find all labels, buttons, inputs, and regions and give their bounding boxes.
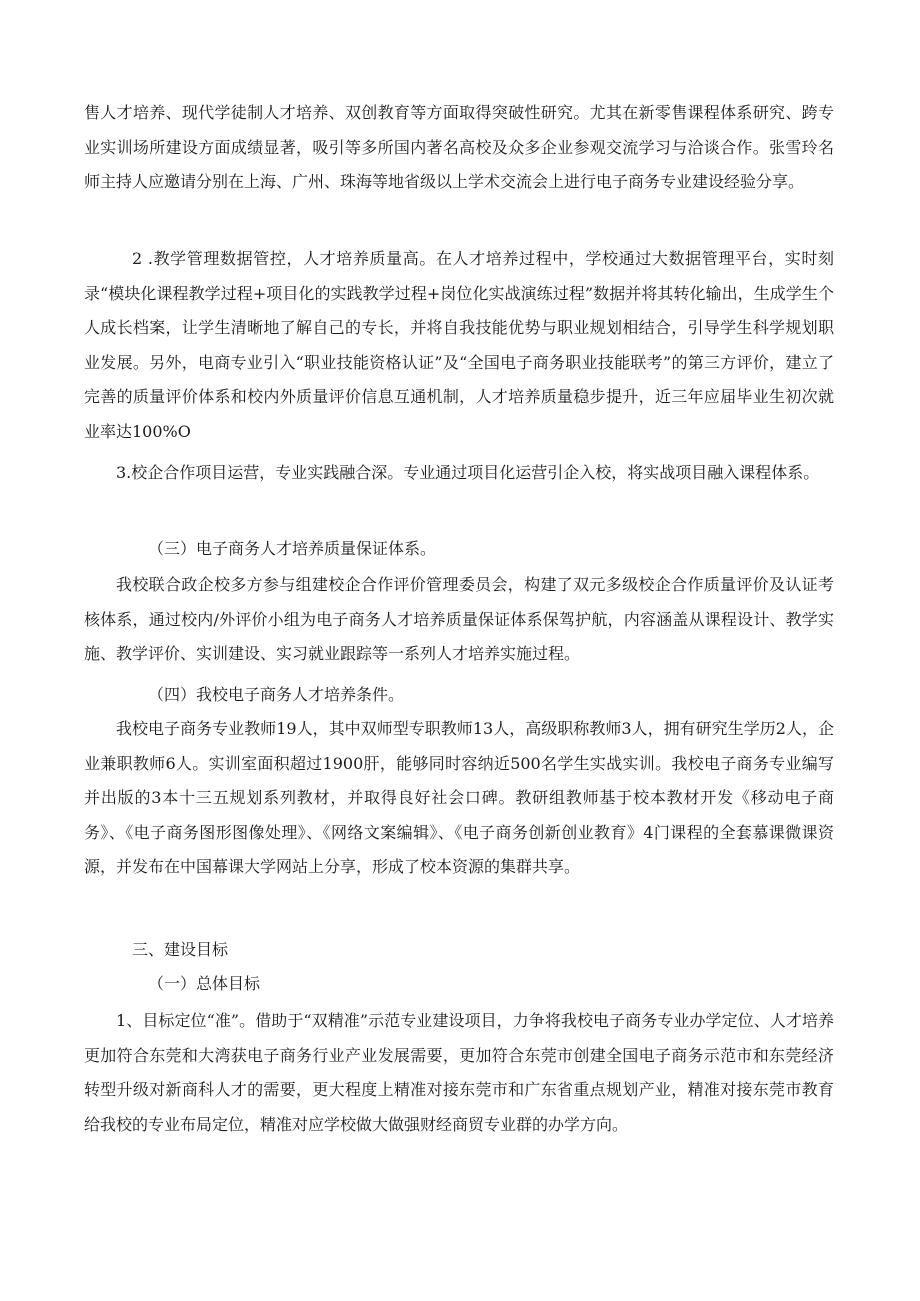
heading-quality-assurance: （三）电子商务人才培养质量保证体系。 [148,539,437,558]
paragraph-training-conditions: 我校电子商务专业教师19人，其中双师型专职教师13人，高级职称教师3人，拥有研究生学历2人，企业兼职教师6人。实训室面积超过1900肝，能够同时容纳近500名学生实战实训。我校电子商务专业编写并出版的3本十三五规划系列教材，并取得良好社会口碑。教研组教师基于校本教材开发《移动电子商务》、《电子商务图形图像处理》、《网络文案编辑》、《电子商务创新创业教育》4门课程的全套慕课微课资源，并发布在中国幕课大学网站上分享，形成了校本资源的集群共享。 [84,719,834,876]
paragraph-point-2: 2 .教学管理数据管控，人才培养质量高。在人才培养过程中，学校通过大数据管理平台，实时刻录“模块化课程教学过程+项目化的实践教学过程+岗位化实战演练过程”数据并将其转化输出，生成学生个人成长档案，让学生清晰地了解自己的专长，并将自我技能优势与职业规划相结合，引导学生科学规划职业发展。另外，电商专业引入“职业技能资格认证”及“全国电子商务职业技能联考”的第三方评价，建立了完善的质量评价体系和校内外质量评价信息互通机制，人才培养质量稳步提升，近三年应届毕业生初次就业率达100%O [84,249,834,441]
paragraph-point-3: 3.校企合作项目运营，专业实践融合深。专业通过项目化运营引企入校，将实战项目融入课程体系。 [116,463,820,482]
paragraph-goal-1: 1、目标定位“准”。借助于“双精准”示范专业建设项目，力争将我校电子商务专业办学定位、人才培养更加符合东莞和大湾获电子商务行业产业发展需要，更加符合东莞市创建全国电子商务示范市和东莞经济转型升级对新商科人才的需要，更大程度上精准对接东莞市和广东省重点规划产业，精准对接东莞市教育给我校的专业布局定位，精准对应学校做大做强财经商贸专业群的办学方向。 [84,1011,834,1134]
paragraph-quality-assurance: 我校联合政企校多方参与组建校企合作评价管理委员会，构建了双元多级校企合作质量评价及认证考核体系，通过校内/外评价小组为电子商务人才培养质量保证体系保驾护航，内容涵盖从课程设计、教学实施、教学评价、实训建设、实习就业跟踪等一系列人才培养实施过程。 [84,575,834,663]
section-title-construction-goals: 三、建设目标 [132,940,229,959]
heading-training-conditions: （四）我校电子商务人才培养条件。 [148,685,405,704]
paragraph-continuation: 售人才培养、现代学徒制人才培养、双创教育等方面取得突破性研究。尤其在新零售课程体系研究、跨专业实训场所建设方面成绩显著，吸引等多所国内著名高校及众多企业参观交流学习与洽谈合作。张雪玲名师主持人应邀请分别在上海、广州、珠海等地省级以上学术交流会上进行电子商务专业建设经验分享。 [84,103,834,191]
subsection-title-overall-goals: （一）总体目标 [148,974,261,993]
